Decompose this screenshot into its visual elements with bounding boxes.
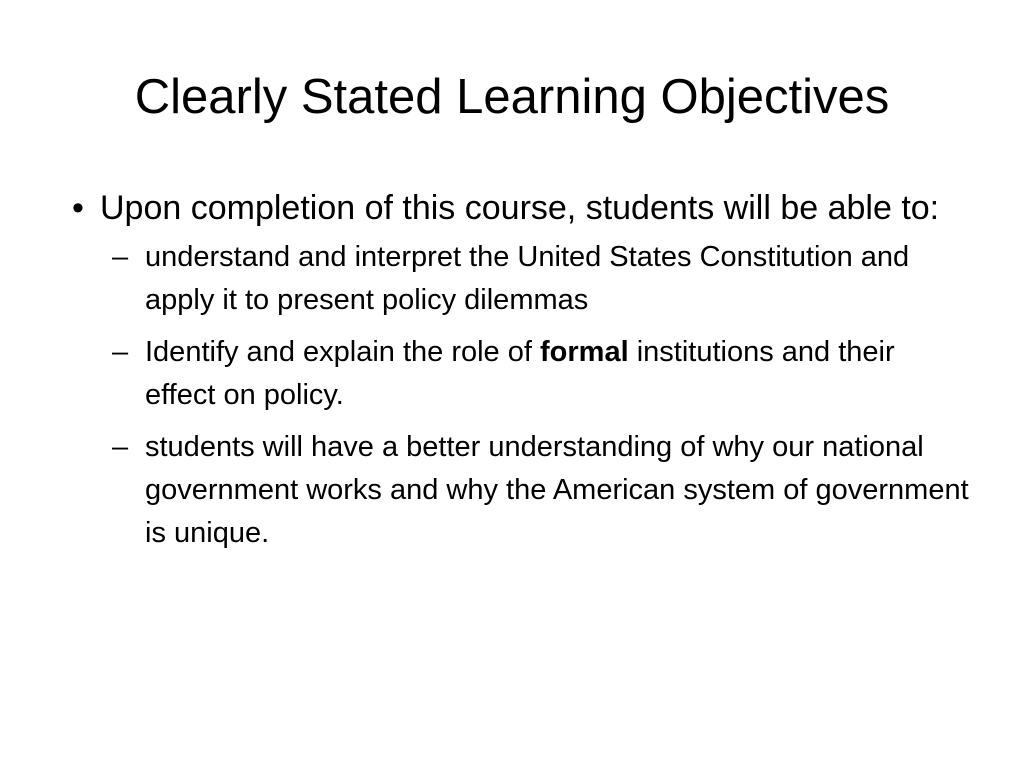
sub-bullet-item bbox=[100, 236, 972, 322]
sub-bullet-item bbox=[100, 331, 972, 417]
sub-bullet-text: students will have a better understanding of why our national government works and why the American system of government is unique. bbox=[145, 431, 969, 549]
sub-bullet-list bbox=[72, 236, 972, 555]
slide-body bbox=[72, 186, 972, 564]
dash-icon: – bbox=[112, 241, 129, 273]
sub-bullet-text-before: Identify and explain the role of bbox=[145, 336, 532, 368]
dash-icon: – bbox=[112, 336, 129, 368]
bullet-text: Upon completion of this course, students will be able to: bbox=[100, 189, 940, 227]
dash-icon: – bbox=[112, 431, 129, 463]
slide-title: Clearly Stated Learning Objectives bbox=[134, 70, 890, 124]
sub-bullet-text-after: institutions and their effect on policy. bbox=[145, 336, 895, 411]
sub-bullet-item bbox=[100, 426, 972, 555]
sub-bullet-bold-text: formal bbox=[540, 336, 629, 368]
bullet-icon: • bbox=[72, 189, 84, 227]
bullet-item bbox=[72, 186, 972, 230]
sub-bullet-text: understand and interpret the United States Constitution and apply it to present policy dilemmas bbox=[145, 241, 910, 316]
